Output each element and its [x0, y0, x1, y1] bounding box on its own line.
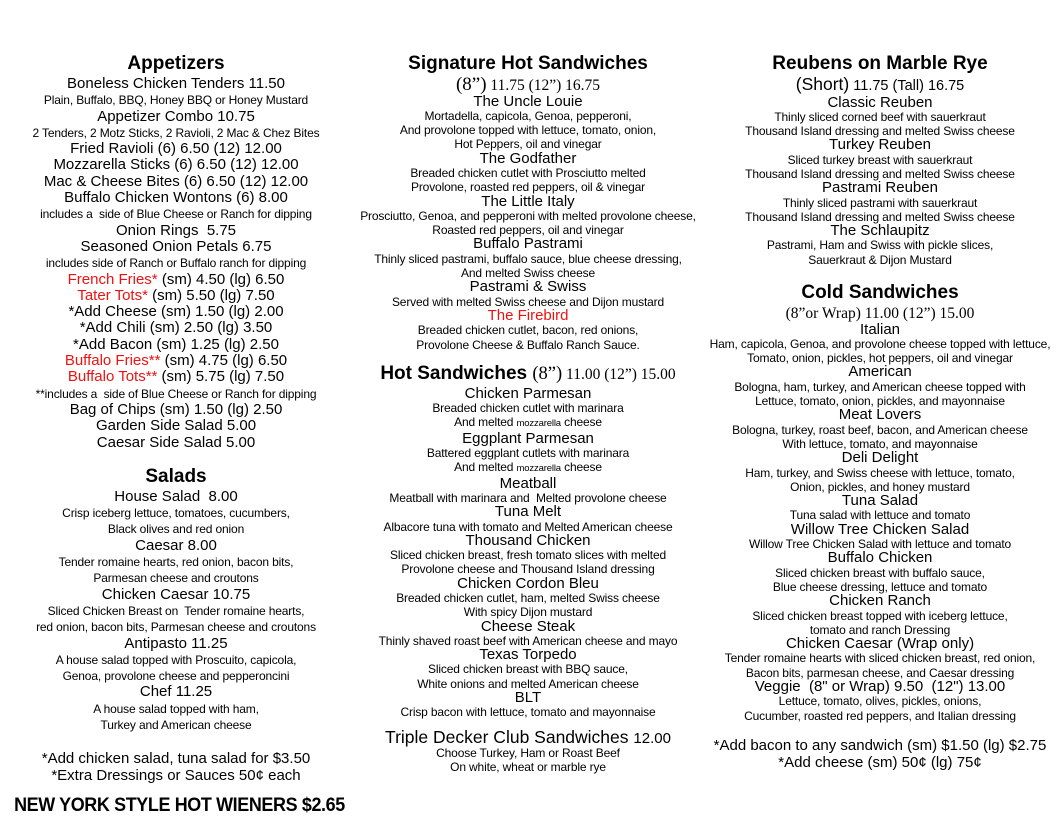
- text-segment: House Salad 8.00: [114, 487, 238, 505]
- menu-item: [0, 190, 352, 206]
- text-segment: And melted: [454, 460, 517, 475]
- item-description: [0, 652, 352, 668]
- spacer: [704, 267, 1056, 281]
- item-description: [704, 651, 1056, 665]
- section-heading: [352, 362, 704, 387]
- text-segment: Tender romaine hearts with sliced chicken breast, red onion,: [724, 651, 1036, 666]
- text-segment: Meat Lovers: [838, 406, 922, 424]
- note-line: [0, 751, 352, 767]
- note-line: [0, 768, 352, 784]
- text-segment: Chef 11.25: [139, 683, 213, 701]
- text-segment: Blue cheese dressing, lettuce and tomato: [772, 579, 988, 594]
- text-segment: NEW YORK STYLE HOT WIENERS $2.65: [14, 793, 345, 816]
- menu-column-right: [704, 52, 1056, 816]
- text-segment: Texas Torpedo: [479, 646, 577, 664]
- text-segment: Plain, Buffalo, BBQ, Honey BBQ or Honey Mustard: [43, 93, 309, 108]
- text-segment: Breaded chicken cutlet, bacon, red onions,: [417, 323, 639, 338]
- text-segment: Signature Hot Sandwiches: [408, 53, 648, 74]
- item-description: [704, 196, 1056, 210]
- text-segment: Provolone, roasted red peppers, oil & vinegar: [410, 180, 646, 195]
- item-description: [704, 238, 1056, 252]
- text-segment: (8”or Wrap) 11.00 (12”) 15.00: [785, 305, 975, 323]
- item-description: [704, 153, 1056, 167]
- text-segment: Caesar 8.00: [135, 536, 217, 554]
- item-description: [0, 255, 352, 271]
- text-segment: Chicken Caesar (Wrap only): [785, 635, 975, 653]
- text-segment: And melted Swiss cheese: [461, 266, 595, 281]
- text-segment: Bag of Chips (sm) 1.50 (lg) 2.50: [69, 400, 283, 418]
- text-segment: A house salad topped with Proscuito, capicola,: [55, 652, 297, 667]
- menu-item: [0, 304, 352, 320]
- text-segment: 2 Tenders, 2 Motz Sticks, 2 Ravioli, 2 Mac & Chez Bites: [32, 125, 320, 140]
- menu-item: [352, 648, 704, 662]
- menu-item: [0, 320, 352, 336]
- item-description: [0, 701, 352, 717]
- menu-item: [352, 691, 704, 705]
- text-segment: Meatball: [499, 474, 557, 492]
- item-description: [352, 338, 704, 352]
- menu-item: [704, 637, 1056, 651]
- text-segment: Buffalo Pastrami: [473, 235, 583, 253]
- text-segment: Thousand Chicken: [465, 531, 591, 549]
- item-description: [352, 760, 704, 774]
- menu-item: [0, 402, 352, 418]
- text-segment: Thousand Island dressing and melted Swiss cheese: [745, 166, 1015, 181]
- item-description: [352, 252, 704, 266]
- menu-item: [0, 174, 352, 190]
- menu-item: [704, 494, 1056, 508]
- menu-item: [0, 288, 352, 304]
- menu-item: [0, 141, 352, 157]
- text-segment: Sliced turkey breast with sauerkraut: [787, 152, 973, 167]
- note-line: [704, 737, 1056, 755]
- item-description: [0, 668, 352, 684]
- text-segment: Provolone Cheese & Buffalo Ranch Sauce.: [416, 337, 640, 352]
- text-segment: Willow Tree Chicken Salad: [790, 520, 970, 538]
- text-segment: Thousand Island dressing and melted Swiss cheese: [745, 209, 1015, 224]
- text-segment: A house salad topped with ham,: [93, 701, 259, 716]
- text-segment: Breaded chicken cutlet with Prosciutto melted: [410, 165, 646, 180]
- section-heading: [0, 52, 352, 76]
- text-segment: Choose Turkey, Ham or Roast Beef: [436, 745, 620, 760]
- item-description: [704, 609, 1056, 623]
- menu-item: [704, 181, 1056, 195]
- item-description: [0, 521, 352, 537]
- text-segment: Boneless Chicken Tenders 11.50: [67, 75, 285, 92]
- menu-item: [0, 76, 352, 92]
- item-description: [0, 206, 352, 222]
- item-description: [0, 125, 352, 141]
- spacer: [704, 723, 1056, 737]
- text-segment: *Add Bacon (sm) 1.25 (lg) 2.50: [73, 335, 279, 353]
- text-segment: Roasted red peppers, oil and vinegar: [432, 223, 624, 238]
- item-description: [352, 591, 704, 605]
- item-description: [704, 110, 1056, 124]
- text-segment: Lettuce, tomato, olives, pickles, onions,: [778, 694, 982, 709]
- item-description: [352, 209, 704, 223]
- menu-column-middle: [352, 52, 704, 816]
- text-segment: Sliced chicken breast, fresh tomato slices with melted: [389, 548, 667, 563]
- text-segment: cheese: [560, 415, 602, 430]
- section-heading: [0, 465, 352, 489]
- item-description: [0, 554, 352, 570]
- text-segment: Bologna, turkey, roast beef, bacon, and American cheese: [732, 422, 1028, 437]
- menu-item: [704, 594, 1056, 608]
- menu-item: [704, 138, 1056, 152]
- section-heading: [704, 281, 1056, 305]
- text-segment: Ham, capicola, Genoa, and provolone cheese topped with lettuce,: [709, 336, 1051, 351]
- text-segment: American: [848, 363, 912, 381]
- text-segment: includes side of Ranch or Buffalo ranch for dipping: [45, 256, 307, 271]
- text-segment: Tuna salad with lettuce and tomato: [789, 508, 971, 523]
- text-segment: Bacon bits, parmesan cheese, and Caesar dressing: [745, 665, 1015, 680]
- menu-item: [704, 551, 1056, 565]
- menu-item: [704, 93, 1056, 111]
- text-segment: 11.75 (12”) 16.75: [486, 77, 601, 94]
- item-description: [352, 323, 704, 337]
- text-segment: Sliced chicken breast with buffalo sauce,: [775, 565, 985, 580]
- text-segment: Reubens on Marble Rye: [772, 53, 988, 74]
- menu-item: [352, 531, 704, 549]
- text-segment: Ham, turkey, and Swiss cheese with lettuce, tomato,: [745, 465, 1015, 480]
- menu-item: [0, 538, 352, 554]
- menu-item: [704, 224, 1056, 238]
- text-segment: cheese: [560, 460, 602, 475]
- text-segment: (sm) 4.50 (lg) 6.50: [157, 270, 285, 288]
- text-segment: French Fries*: [67, 270, 158, 288]
- text-segment: BLT: [514, 689, 542, 707]
- text-segment: White onions and melted American cheese: [417, 676, 639, 691]
- text-segment: The Uncle Louie: [473, 92, 583, 110]
- text-segment: Sliced chicken breast with BBQ sauce,: [428, 662, 628, 677]
- item-description: [0, 603, 352, 619]
- menu-item: [0, 418, 352, 434]
- item-description: [0, 717, 352, 733]
- text-segment: red onion, bacon bits, Parmesan cheese and croutons: [36, 620, 316, 635]
- text-segment: Hot Sandwiches: [380, 362, 533, 384]
- item-description: [352, 548, 704, 562]
- text-segment: (8”): [455, 74, 487, 95]
- menu-item: [352, 237, 704, 251]
- text-segment: *Add Chili (sm) 2.50 (lg) 3.50: [79, 319, 273, 337]
- item-description: [704, 466, 1056, 480]
- text-segment: Pastrami Reuben: [822, 179, 938, 197]
- spacer: [0, 451, 352, 465]
- text-segment: Onion Rings 5.75: [115, 221, 237, 239]
- text-segment: Appetizers: [127, 53, 225, 74]
- text-segment: Chicken Parmesan: [464, 384, 592, 402]
- text-segment: Italian: [859, 320, 901, 338]
- menu-item: [0, 489, 352, 505]
- menu-item: [352, 384, 704, 402]
- item-description: [704, 423, 1056, 437]
- menu-item: [352, 726, 704, 747]
- text-segment: Fried Ravioli (6) 6.50 (12) 12.00: [70, 140, 282, 158]
- menu-item: [0, 223, 352, 239]
- text-segment: (sm) 5.75 (lg) 7.50: [157, 368, 285, 386]
- text-segment: Willow Tree Chicken Salad with lettuce and tomato: [748, 537, 1012, 552]
- text-segment: *Extra Dressings or Sauces 50¢ each: [51, 766, 301, 784]
- note-line: [704, 754, 1056, 772]
- menu-item: [0, 337, 352, 353]
- menu-item: [0, 353, 352, 369]
- menu-item: [352, 306, 704, 324]
- item-description: [0, 619, 352, 635]
- section-heading: [704, 52, 1056, 76]
- menu-item: [704, 451, 1056, 465]
- specials-banner: [14, 793, 345, 816]
- text-segment: Breaded chicken cutlet with marinara: [432, 401, 624, 416]
- text-segment: Deli Delight: [841, 449, 919, 467]
- menu-item: [0, 272, 352, 288]
- text-segment: The Firebird: [487, 306, 569, 324]
- text-segment: Thinly sliced pastrami with sauerkraut: [782, 195, 978, 210]
- text-segment: *Add cheese (sm) 50¢ (lg) 75¢: [778, 754, 982, 772]
- item-description: [0, 386, 352, 402]
- text-segment: And melted: [454, 415, 517, 430]
- text-segment: Cheese Steak: [480, 617, 576, 635]
- text-segment: Chicken Caesar 10.75: [101, 585, 251, 603]
- text-segment: 12.00: [633, 729, 671, 747]
- menu-item: [352, 92, 704, 110]
- item-description: [0, 505, 352, 521]
- menu-item: [0, 587, 352, 603]
- text-segment: With lettuce, tomato, and mayonnaise: [782, 436, 978, 451]
- text-segment: Mortadella, capicola, Genoa, pepperoni,: [424, 108, 632, 123]
- section-heading: [352, 52, 704, 76]
- item-description: [0, 92, 352, 108]
- text-segment: Thinly sliced corned beef with sauerkraut: [774, 109, 986, 124]
- spacer: [352, 352, 704, 362]
- text-segment: (sm) 5.50 (lg) 7.50: [147, 286, 275, 304]
- text-segment: The Schlaupitz: [830, 222, 930, 240]
- item-description: [704, 380, 1056, 394]
- text-segment: Breaded chicken cutlet, ham, melted Swiss cheese: [396, 591, 660, 605]
- text-segment: Prosciutto, Genoa, and pepperoni with melted provolone cheese,: [360, 208, 696, 223]
- text-segment: Mac & Cheese Bites (6) 6.50 (12) 12.00: [43, 172, 309, 190]
- menu-item: [704, 520, 1056, 538]
- text-segment: Tuna Melt: [494, 503, 562, 521]
- text-segment: Sliced chicken breast topped with iceberg lettuce,: [752, 608, 1008, 623]
- item-description: [352, 446, 704, 460]
- text-segment: Battered eggplant cutlets with marinara: [426, 446, 630, 461]
- text-segment: Hot Peppers, oil and vinegar: [454, 137, 602, 152]
- text-segment: Buffalo Chicken: [827, 549, 933, 567]
- text-segment: Appetizer Combo 10.75: [97, 107, 255, 125]
- text-segment: The Godfather: [479, 149, 577, 167]
- text-segment: (sm) 4.75 (lg) 6.50: [160, 352, 288, 370]
- menu-item: [352, 505, 704, 519]
- menu-item: [352, 574, 704, 592]
- text-segment: 11.75 (Tall) 16.75: [849, 78, 965, 94]
- text-segment: Tater Tots*: [77, 286, 148, 304]
- text-segment: Garden Side Salad 5.00: [95, 417, 257, 435]
- item-description: [704, 337, 1056, 351]
- text-segment: **includes a side of Blue Cheese or Ranch for dipping: [35, 386, 317, 401]
- menu-item: [0, 109, 352, 125]
- item-description: [352, 746, 704, 760]
- text-segment: Onion, pickles, and honey mustard: [790, 479, 970, 494]
- text-segment: On white, wheat or marble rye: [450, 760, 606, 775]
- text-segment: *Add Cheese (sm) 1.50 (lg) 2.00: [68, 303, 284, 321]
- text-segment: Tender romaine hearts, red onion, bacon bits,: [58, 555, 294, 570]
- menu-item: [352, 280, 704, 294]
- menu-item: [704, 677, 1056, 695]
- item-description: [0, 570, 352, 586]
- text-segment: *Add bacon to any sandwich (sm) $1.50 (lg) $2.75: [713, 736, 1047, 754]
- menu-item: [0, 239, 352, 255]
- text-segment: Provolone cheese and Thousand Island dressing: [401, 562, 655, 577]
- text-segment: Eggplant Parmesan: [462, 429, 594, 447]
- item-description: [352, 705, 704, 719]
- text-segment: mozzarella: [516, 418, 561, 430]
- text-segment: Crisp iceberg lettuce, tomatoes, cucumbers,: [62, 506, 290, 521]
- text-segment: Classic Reuben: [827, 93, 933, 111]
- text-segment: 11.00 (12”) 15.00: [562, 365, 676, 383]
- item-description: [352, 109, 704, 123]
- text-segment: Sauerkraut & Dijon Mustard: [808, 252, 952, 267]
- text-segment: *Add chicken salad, tuna salad for $3.50: [41, 750, 311, 768]
- text-segment: Buffalo Tots**: [67, 368, 158, 386]
- text-segment: Pastrami, Ham and Swiss with pickle slices,: [766, 238, 994, 253]
- text-segment: Salads: [145, 465, 207, 487]
- text-segment: mozzarella: [516, 463, 561, 475]
- text-segment: Triple Decker Club Sandwiches: [385, 726, 634, 747]
- text-segment: tomato and ranch Dressing: [809, 622, 951, 637]
- menu-item: [0, 636, 352, 652]
- text-segment: Lettuce, tomato, onion, pickles, and mayonnaise: [755, 394, 1005, 409]
- menu-item: [352, 617, 704, 635]
- menu-item: [352, 192, 704, 210]
- spacer: [0, 784, 352, 794]
- menu-item: [352, 429, 704, 447]
- item-description: [704, 253, 1056, 267]
- spacer: [0, 733, 352, 751]
- text-segment: Meatball with marinara and Melted provolone cheese: [389, 490, 667, 505]
- item-description: [704, 709, 1056, 723]
- item-description: [352, 401, 704, 415]
- text-segment: Parmesan cheese and croutons: [93, 571, 259, 586]
- item-description: [352, 123, 704, 137]
- menu-item: [704, 320, 1056, 338]
- text-segment: Veggie (8" or Wrap) 9.50 (12") 13.00: [754, 677, 1006, 695]
- text-segment: Bologna, ham, turkey, and American cheese topped with: [734, 379, 1026, 394]
- text-segment: Pastrami & Swiss: [469, 278, 587, 296]
- text-segment: Caesar Side Salad 5.00: [96, 433, 256, 451]
- text-segment: Turkey Reuben: [829, 136, 931, 154]
- text-segment: Cucumber, roasted red peppers, and Italian dressing: [744, 708, 1016, 723]
- text-segment: Tuna Salad: [841, 492, 919, 510]
- menu-item: [352, 474, 704, 492]
- menu-column-left: [0, 52, 352, 816]
- text-segment: Tomato, onion, pickles, hot peppers, oil and vinegar: [747, 351, 1013, 366]
- menu-item: [0, 369, 352, 385]
- text-segment: Served with melted Swiss cheese and Dijon mustard: [391, 294, 665, 309]
- text-segment: Buffalo Fries**: [64, 352, 161, 370]
- text-segment: Genoa, provolone cheese and pepperoncini: [62, 669, 290, 684]
- menu-item: [704, 408, 1056, 422]
- text-segment: Cold Sandwiches: [801, 282, 959, 304]
- text-segment: Thinly sliced pastrami, buffalo sauce, blue cheese dressing,: [374, 251, 682, 266]
- text-segment: Mozzarella Sticks (6) 6.50 (12) 12.00: [53, 156, 299, 174]
- item-description: [704, 694, 1056, 708]
- text-segment: With spicy Dijon mustard: [463, 605, 593, 620]
- item-description: [704, 566, 1056, 580]
- text-segment: Seasoned Onion Petals 6.75: [80, 237, 272, 255]
- text-segment: Turkey and American cheese: [100, 717, 252, 732]
- text-segment: Antipasto 11.25: [124, 634, 228, 652]
- text-segment: The Little Italy: [481, 192, 575, 210]
- text-segment: Buffalo Chicken Wontons (6) 8.00: [64, 189, 288, 207]
- text-segment: includes a side of Blue Cheese or Ranch for dipping: [40, 207, 312, 222]
- menu-item: [352, 149, 704, 167]
- item-description: [352, 166, 704, 180]
- item-description: [352, 662, 704, 676]
- text-segment: Albacore tuna with tomato and Melted American cheese: [383, 519, 673, 534]
- text-segment: Chicken Ranch: [829, 592, 931, 610]
- text-segment: Chicken Cordon Bleu: [457, 574, 599, 592]
- text-segment: Black olives and red onion: [107, 522, 245, 537]
- menu-item: [0, 435, 352, 451]
- text-segment: Thinly shaved roast beef with American cheese and mayo: [378, 633, 678, 648]
- menu-item: [704, 365, 1056, 379]
- menu-item: [0, 157, 352, 173]
- menu-item: [0, 684, 352, 700]
- text-segment: Crisp bacon with lettuce, tomato and mayonnaise: [400, 705, 656, 720]
- text-segment: (8”): [532, 363, 563, 384]
- text-segment: (Short): [795, 74, 850, 94]
- text-segment: Thousand Island dressing and melted Swiss cheese: [745, 124, 1015, 139]
- text-segment: And provolone topped with lettuce, tomato, onion,: [399, 123, 657, 138]
- text-segment: Sliced Chicken Breast on Tender romaine hearts,: [47, 603, 305, 618]
